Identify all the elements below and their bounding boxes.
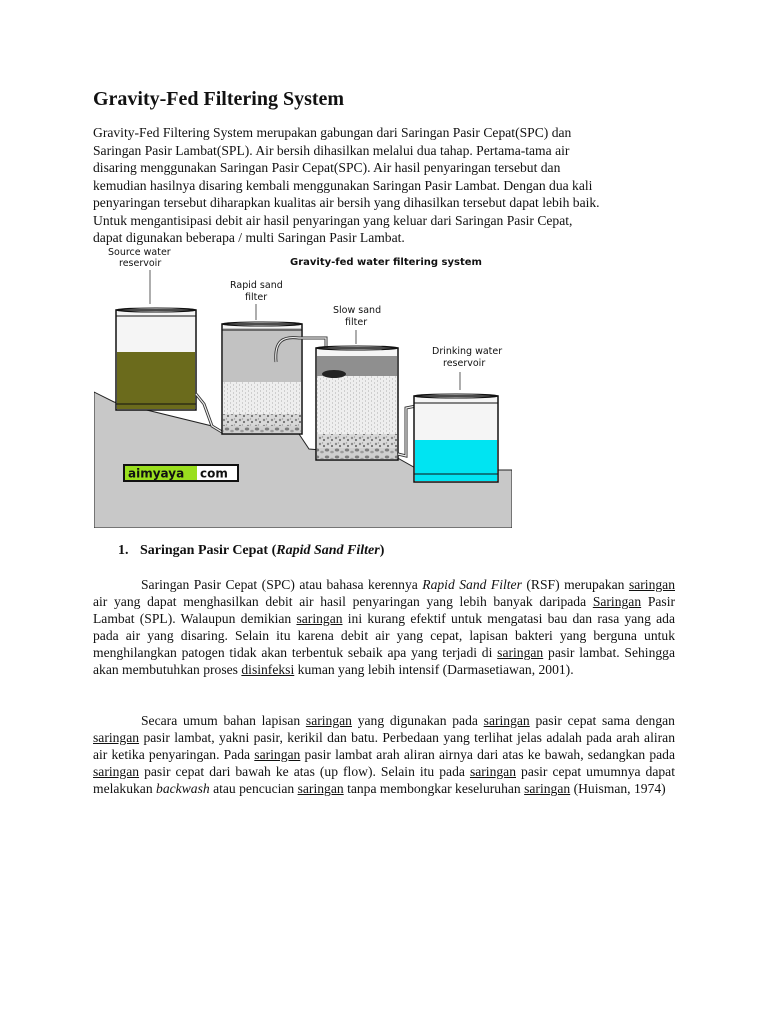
- label-slow-sand: Slow sand: [333, 305, 382, 316]
- intro-line: Untuk mengantisipasi debit air hasil penyaringan yang keluar dari Saringan Pasir Cepat,: [93, 212, 573, 228]
- diagram-title: Gravity-fed water filtering system: [290, 257, 482, 268]
- page-title: Gravity-Fed Filtering System: [93, 88, 345, 110]
- text-run: tanpa membongkar keseluruhan: [343, 781, 525, 797]
- link-saringan[interactable]: saringan: [469, 764, 516, 780]
- section-number: 1.: [118, 543, 129, 558]
- link-saringan[interactable]: saringan: [93, 730, 140, 746]
- text-run: (RSF) merupakan: [521, 577, 629, 592]
- text-run: kuman yang lebih intensif (Darmasetiawan, 2001).: [294, 662, 574, 678]
- label-rapid-filter: filter: [245, 292, 268, 303]
- slow-sand-filter-tank: [316, 346, 398, 460]
- text-run: pasir cepat dari bawah ke atas (up flow). Selain itu pada: [139, 764, 470, 780]
- link-saringan[interactable]: saringan: [296, 611, 343, 627]
- label-drinking-water: Drinking water: [432, 346, 503, 357]
- paragraph-filter-materials: [93, 712, 675, 797]
- intro-line: disaring menggunakan Saringan Pasir Cepat(SPC). Air hasil penyaringan tersebut dan: [93, 160, 561, 175]
- link-saringan[interactable]: saringan: [524, 781, 571, 797]
- link-saringan[interactable]: saringan: [93, 764, 140, 780]
- label-slow-filter: filter: [345, 317, 368, 328]
- section-heading-close: ): [379, 543, 385, 558]
- section-heading: [118, 541, 384, 561]
- text-run: pasir cepat sama dengan: [529, 713, 675, 728]
- text-run: pasir cepat umumnya dapat melakukan: [93, 764, 675, 797]
- text-run: yang digunakan pada: [351, 713, 484, 728]
- source-water-tank: [116, 308, 196, 410]
- drinking-water-tank: [414, 394, 498, 482]
- logo-text-left: aimyaya: [128, 466, 185, 481]
- label-drinking-reservoir: reservoir: [443, 358, 486, 369]
- intro-line: Saringan Pasir Lambat(SPL). Air bersih dihasilkan melalui dua tahap. Pertama-tama air: [93, 142, 570, 158]
- section-heading-text: Saringan Pasir Cepat (: [140, 543, 277, 558]
- text-run: Secara umum bahan lapisan: [141, 713, 306, 728]
- link-saringan[interactable]: saringan: [305, 713, 352, 728]
- label-source-water: Source water: [108, 247, 171, 258]
- intro-line: kemudian hasilnya disaring kembali menggunakan Saringan Pasir Lambat. Dengan dua kali: [93, 177, 593, 193]
- link-saringan[interactable]: saringan: [254, 747, 301, 763]
- link-saringan[interactable]: saringan: [483, 713, 530, 728]
- text-run: ini kurang efektif untuk mengatasi bau dan rasa yang ada pada air yang disaring. Selain itu karena debit air yang cepat, lapisan bakteri yang berguna untuk menghilangkan patogen tidak akan terbentuk sebaik apa yang terjadi di: [93, 611, 675, 661]
- logo-text-right: com: [200, 466, 228, 481]
- text-run: pasir lambat, yakni pasir, kerikil dan batu. Perbedaan yang terlihat jelas adalah pada arah aliran air ketika penyaringan. Pada: [93, 730, 675, 763]
- link-saringan[interactable]: saringan: [628, 577, 676, 592]
- text-run: Saringan Pasir Cepat (SPC) atau bahasa kerennya: [141, 577, 423, 592]
- text-run: air yang dapat menghasilkan debit air hasil penyaringan yang lebih banyak daripada: [93, 594, 593, 610]
- intro-line: penyaringan tersebut diharapkan kualitas air bersih yang dihasilkan tersebut dapat lebih baik.: [93, 195, 600, 210]
- link-saringan[interactable]: saringan: [297, 781, 344, 797]
- section-heading-italic: Rapid Sand Filter: [276, 543, 380, 558]
- label-source-reservoir: reservoir: [119, 258, 162, 269]
- filtering-system-diagram: [94, 244, 512, 528]
- text-run-italic: backwash: [156, 781, 210, 797]
- text-run: (Huisman, 1974): [570, 781, 666, 797]
- paragraph-rapid-sand-filter: [93, 576, 675, 678]
- link-disinfeksi[interactable]: disinfeksi: [241, 662, 295, 678]
- text-run: atau pencucian: [209, 781, 298, 797]
- aimyaya-logo: [123, 464, 239, 482]
- label-rapid-sand: Rapid sand: [230, 280, 283, 291]
- text-run: pasir lambat arah aliran airnya dari atas ke bawah, sedangkan pada: [300, 747, 676, 763]
- link-saringan[interactable]: saringan: [497, 645, 544, 661]
- link-saringan[interactable]: Saringan: [592, 594, 642, 610]
- text-run: Pasir Lambat (SPL). Walaupun demikian: [93, 594, 676, 627]
- intro-line: Gravity-Fed Filtering System merupakan gabungan dari Saringan Pasir Cepat(SPC) dan: [93, 125, 572, 140]
- intro-paragraph: [93, 124, 683, 247]
- intro-line: dapat digunakan beberapa / multi Saringan Pasir Lambat.: [93, 230, 405, 245]
- text-run-italic: Rapid Sand Filter: [422, 577, 522, 592]
- text-run: pasir lambat. Sehingga akan membutuhkan proses: [93, 645, 675, 678]
